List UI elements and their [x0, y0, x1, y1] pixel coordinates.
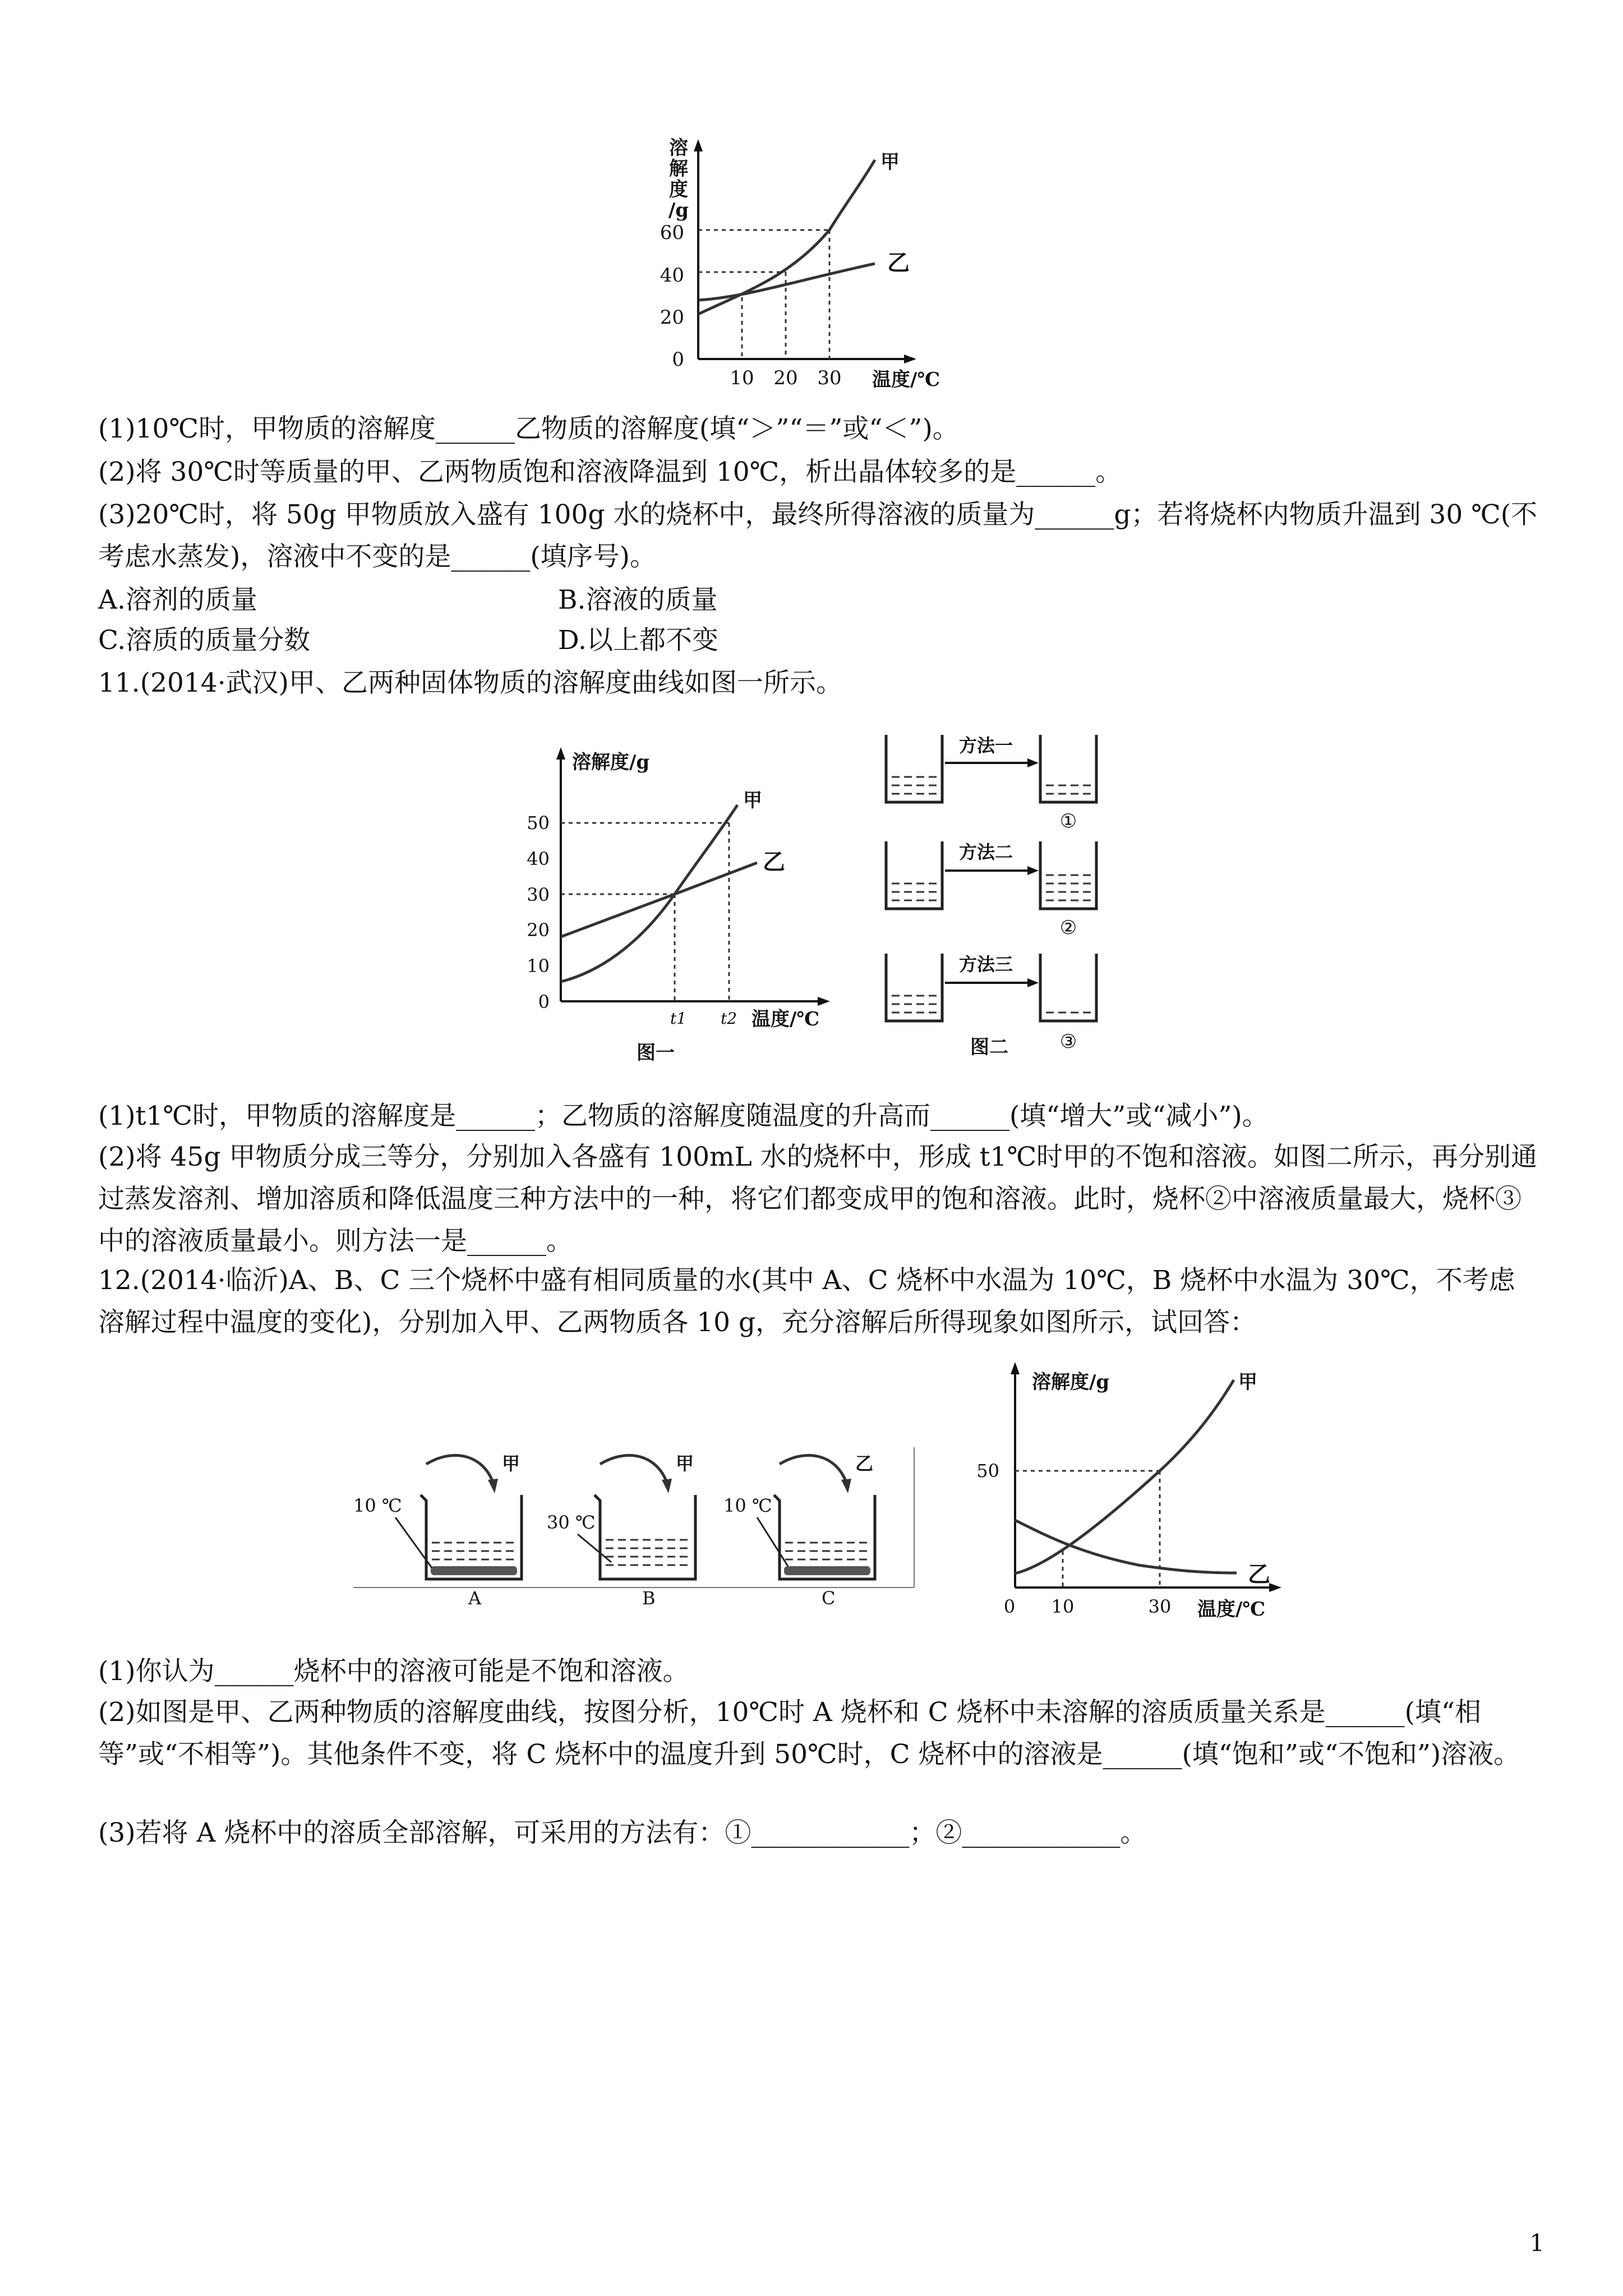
curve-jia	[1015, 1380, 1234, 1573]
option-b: B.溶液的质量	[558, 585, 718, 615]
beaker-b	[547, 1453, 695, 1609]
curve-yi	[1015, 1520, 1237, 1573]
q12-line-3: (3)若将 A 烧杯中的溶质全部溶解，可采用的方法有：①____________；②____________。	[98, 1818, 1147, 1848]
page-number: 1	[1529, 2229, 1544, 2257]
solubility-chart-3	[970, 1358, 1307, 1638]
y-tick-label: 30	[527, 884, 550, 905]
x-tick-label: 10	[730, 367, 754, 389]
temperature-label: 10 ℃	[353, 1495, 402, 1516]
q12-line-1: (1)你认为______烧杯中的溶液可能是不饱和溶液。	[98, 1656, 689, 1687]
series-label-yi: 乙	[1248, 1561, 1270, 1588]
figure-caption: 图二	[970, 1036, 1008, 1059]
method-2-row	[886, 841, 1096, 939]
q11-stem: 11.(2014·武汉)甲、乙两种固体物质的溶解度曲线如图一所示。	[98, 668, 842, 698]
origin-label: 0	[1003, 1596, 1016, 1617]
beaker-c	[723, 1453, 875, 1609]
curve-yi	[561, 863, 757, 937]
x-tick-label: 10	[1051, 1596, 1075, 1617]
y-tick-label: 20	[660, 306, 684, 329]
x-axis-label: 温度/℃	[1197, 1598, 1266, 1621]
q10-line-3: (3)20℃时，将 50g 甲物质放入盛有 100g 水的烧杯中，最终所得溶液的质量为______g；若将烧杯内物质升温到 30 ℃(不考虑水蒸发)，溶液中不变的是______(填序号)。	[98, 499, 1538, 572]
y-tick-label: 0	[538, 991, 550, 1013]
solubility-chart-1	[617, 112, 953, 404]
q10-line-2: (2)将 30℃时等质量的甲、乙两物质饱和溶液降温到 10℃，析出晶体较多的是______。	[98, 457, 1122, 487]
solute-label: 乙	[855, 1453, 874, 1474]
method-label: 方法一	[959, 735, 1013, 756]
q12-beakers-figure	[353, 1436, 942, 1638]
beaker-label: C	[822, 1588, 836, 1609]
beaker-mark: ②	[1059, 917, 1077, 939]
x-tick-label: t1	[670, 1009, 687, 1028]
x-axis-label: 温度/℃	[751, 1008, 820, 1030]
x-tick-label: 30	[1148, 1596, 1172, 1617]
series-label-jia: 甲	[880, 151, 900, 173]
y-axis-label: 溶解度/g	[1032, 1371, 1110, 1393]
beaker-label: A	[468, 1588, 482, 1609]
q11-line-2: (2)将 45g 甲物质分成三等分，分别加入各盛有 100mL 水的烧杯中，形成 t1℃时甲的不饱和溶液。如图二所示，再分别通过蒸发溶剂、增加溶质和降低温度三种方法中的一种，将它们都变成甲的饱和溶液。此时，烧杯②中溶液质量最大，烧杯③中的溶液质量最小。则方法一是______。	[98, 1142, 1538, 1257]
y-tick-label: 0	[672, 348, 684, 371]
y-tick-label: 40	[527, 848, 550, 869]
y-tick-label: 50	[976, 1460, 999, 1481]
beaker-mark: ①	[1059, 810, 1077, 832]
option-c: C.溶质的质量分数	[98, 625, 311, 656]
y-tick-label: 40	[660, 264, 684, 287]
method-1-row	[886, 735, 1096, 832]
y-tick-label: 10	[527, 955, 550, 977]
y-tick-label: 20	[527, 919, 550, 941]
q11-line-1: (1)t1℃时，甲物质的溶解度是______；乙物质的溶解度随温度的升高而______(填“增大”或“减小”)。	[98, 1101, 1269, 1131]
x-tick-label: 30	[817, 367, 842, 389]
method-label: 方法二	[959, 841, 1013, 863]
y-axis-label-char: 溶	[669, 137, 688, 159]
method-label: 方法三	[959, 954, 1013, 975]
q10-line-1: (1)10℃时，甲物质的溶解度______乙物质的溶解度(填“＞”“＝”或“＜”)。	[98, 413, 959, 444]
y-axis-label-char: 度	[669, 178, 688, 201]
q12-stem: 12.(2014·临沂)A、B、C 三个烧杯中盛有相同质量的水(其中 A、C 烧杯中水温为 10℃，B 烧杯中水温为 30℃，不考虑溶解过程中温度的变化)，分别加入甲、乙两物质各 10 g，充分溶解后所得现象如图所示，试回答：	[98, 1265, 1515, 1338]
x-axis-label: 温度/℃	[872, 369, 940, 391]
y-tick-label: 60	[660, 222, 684, 244]
solute-label: 甲	[502, 1453, 520, 1474]
x-tick-label: t2	[721, 1009, 737, 1028]
beaker-mark: ③	[1059, 1030, 1077, 1053]
solute-label: 甲	[676, 1453, 694, 1474]
q12-line-2: (2)如图是甲、乙两种物质的溶解度曲线，按图分析，10℃时 A 烧杯和 C 烧杯中未溶解的溶质质量关系是______(填“相等”或“不相等”)。其他条件不变，将 C 烧杯中的温度升到 50℃时，C 烧杯中的溶液是______(填“饱和”或“不饱和”)溶液。	[98, 1697, 1520, 1770]
beaker-label: B	[642, 1588, 656, 1609]
temperature-label: 30 ℃	[547, 1512, 596, 1533]
y-axis-label-char: 解	[669, 158, 688, 180]
solubility-chart-2	[516, 735, 864, 1083]
figure-caption: 图一	[637, 1042, 675, 1064]
option-a: A.溶剂的质量	[98, 585, 257, 615]
option-d: D.以上都不变	[558, 625, 718, 656]
figure-2-beakers	[875, 724, 1122, 1083]
x-tick-label: 20	[773, 367, 798, 389]
y-axis-label-char: /g	[668, 199, 689, 222]
beaker-a	[353, 1453, 522, 1609]
series-label-jia: 甲	[743, 789, 762, 812]
series-label-yi: 乙	[887, 250, 910, 276]
series-label-jia: 甲	[1238, 1371, 1257, 1393]
temperature-label: 10 ℃	[723, 1495, 772, 1516]
y-axis-label: 溶解度/g	[572, 751, 650, 774]
y-tick-label: 50	[527, 812, 550, 834]
series-label-yi: 乙	[763, 849, 785, 875]
